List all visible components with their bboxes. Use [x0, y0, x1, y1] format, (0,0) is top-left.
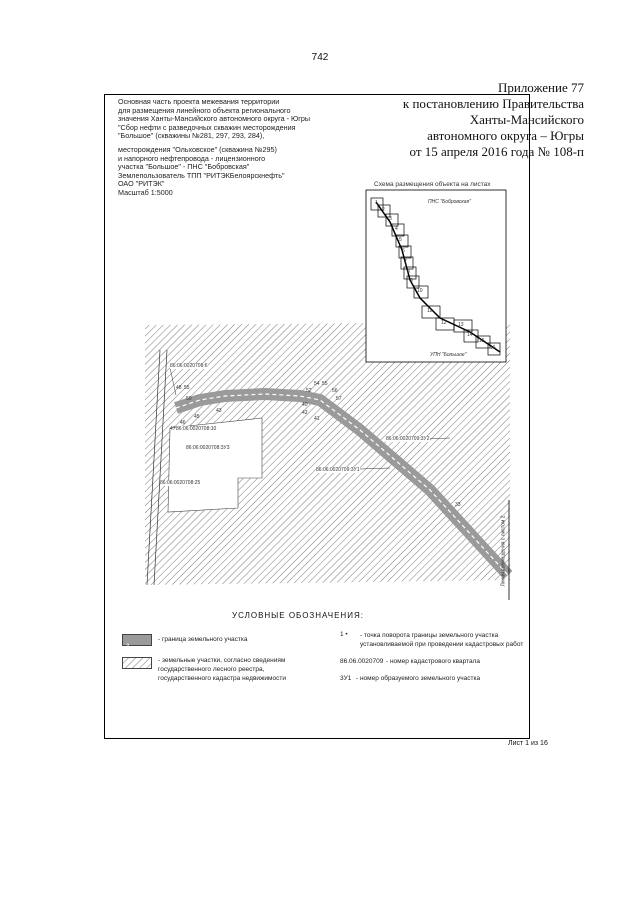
desc-line: ОАО "РИТЭК" — [118, 179, 165, 189]
page-number: 742 — [311, 52, 329, 63]
appendix-line: к постановлению Правительства — [402, 96, 584, 111]
cadastral-quarter-label: 86:06:0020708:10 — [176, 426, 217, 432]
inset-sheet-number: 4 — [395, 226, 398, 232]
legend-item-text: - граница земельного участка — [158, 636, 248, 643]
turn-point-label: 45 — [194, 414, 200, 420]
appendix-line: Приложение 77 — [497, 80, 584, 95]
inset-sheet-number: 3 — [389, 216, 392, 222]
inset-title: Схема размещения объекта на листах — [374, 181, 491, 188]
turn-point-label: 42 — [302, 410, 308, 416]
inset-sheet-number: 9 — [410, 278, 413, 284]
turn-point-label: 33 — [455, 502, 461, 508]
legend-hatch-swatch — [122, 657, 152, 669]
turn-point-label: 55 — [322, 381, 328, 387]
turn-point-label: 41 — [314, 416, 320, 422]
sheet-label: Лист 1 из 16 — [508, 740, 548, 747]
legend-swatch-label: 3 — [126, 644, 130, 650]
inset-sheet-number: 16 — [490, 345, 496, 351]
turn-point-label: 57 — [336, 396, 342, 402]
turn-point-label: 43 — [216, 408, 222, 414]
desc-line: "Большое" (скважины №281, 297, 293, 284), — [118, 131, 265, 141]
turn-point-label: 52 — [306, 388, 312, 394]
legend-item-text: - точка поворота границы земельного участка установливаемой при проведении кадастровых работ — [360, 632, 524, 648]
appendix-line: автономного округа – Югры — [427, 128, 584, 143]
inset-sheet-number: 6 — [402, 248, 405, 254]
turn-point-label: 40 — [302, 402, 308, 408]
desc-line: значения Ханты-Мансийского автономного округа - Югры — [118, 114, 311, 124]
turn-point-label: 50 — [186, 396, 192, 402]
legend-symbol: 3У1 — [340, 675, 352, 682]
turn-point-label: 55 — [184, 385, 190, 391]
desc-line: участка "Большое" - ПНС "Бобровская" — [118, 162, 250, 172]
inset-sheet-number: 8 — [407, 269, 410, 275]
legend-symbol: 86.06.0020709 — [340, 658, 384, 665]
legend-item-text: - номер кадастрового квартала — [386, 658, 481, 665]
inset-sheet-number: 2 — [382, 207, 385, 213]
desc-line: месторождения "Ольховское" (скважина №295) — [118, 144, 277, 154]
inset-sheet-number: 11 — [427, 308, 433, 314]
inset-sheet-number: 12 — [441, 320, 447, 326]
appendix-line: Ханты-Мансийского — [469, 112, 584, 127]
desc-line: Землепользователь ТПП "РИТЭКБелоярскнефть" — [118, 170, 285, 180]
turn-point-label: 54 — [314, 381, 320, 387]
legend-boundary-swatch — [122, 634, 152, 650]
desc-line: "Сбор нефти с разведочных скважин месторождения — [118, 122, 296, 132]
legend-symbol: 1 • — [340, 631, 348, 638]
inset-sheet-number: 13 — [458, 322, 464, 328]
inset-sheet-number: 1 — [375, 200, 378, 206]
inset-sheet-number: 7 — [404, 259, 407, 265]
legend-item-text: - земельные участки, согласно сведениям государственного лесного реестра, государственного кадастра недвижимости — [158, 657, 286, 682]
turn-point-label: 46 — [180, 420, 186, 426]
parcel-label: 86:06:0020708:3У3 — [186, 445, 230, 451]
desc-line: Масштаб 1:5000 — [118, 187, 173, 197]
appendix-line: от 15 апреля 2016 года № 108-п — [409, 144, 584, 159]
inset-sheet-number: 15 — [479, 338, 485, 344]
parcel-label: 86:06:0020709:3У1 — [316, 467, 360, 473]
legend-item-text: - номер образуемого земельного участка — [356, 675, 481, 682]
desc-line: Основная часть проекта межевания территории — [118, 97, 280, 106]
inset-bottom-label: УПН "Большое" — [430, 352, 467, 358]
turn-point-label: 48 — [176, 385, 182, 391]
inset-sheet-number: 10 — [417, 288, 423, 294]
cadastral-quarter-label: 86:06:0020708:25 — [160, 480, 201, 486]
inset-top-label: ПНС "Бобровская" — [428, 199, 472, 205]
inset-sheet-number: 14 — [467, 332, 473, 338]
parcel-label: 86:06:0020709:3У2 — [386, 436, 430, 442]
turn-point-label: 47 — [170, 426, 176, 432]
turn-point-label: 56 — [332, 388, 338, 394]
cadastral-quarter-label: 86:06:0020708:6 — [170, 363, 208, 369]
alignment-line-label: Линия совмещения с листом 2 — [500, 515, 507, 587]
desc-line: и напорного нефтепровода - лицензионного — [118, 153, 266, 163]
desc-line: для размещения линейного объекта регионального — [118, 105, 291, 115]
inset-sheet-number: 5 — [399, 237, 402, 243]
legend-title: УСЛОВНЫЕ ОБОЗНАЧЕНИЯ: — [232, 611, 364, 620]
